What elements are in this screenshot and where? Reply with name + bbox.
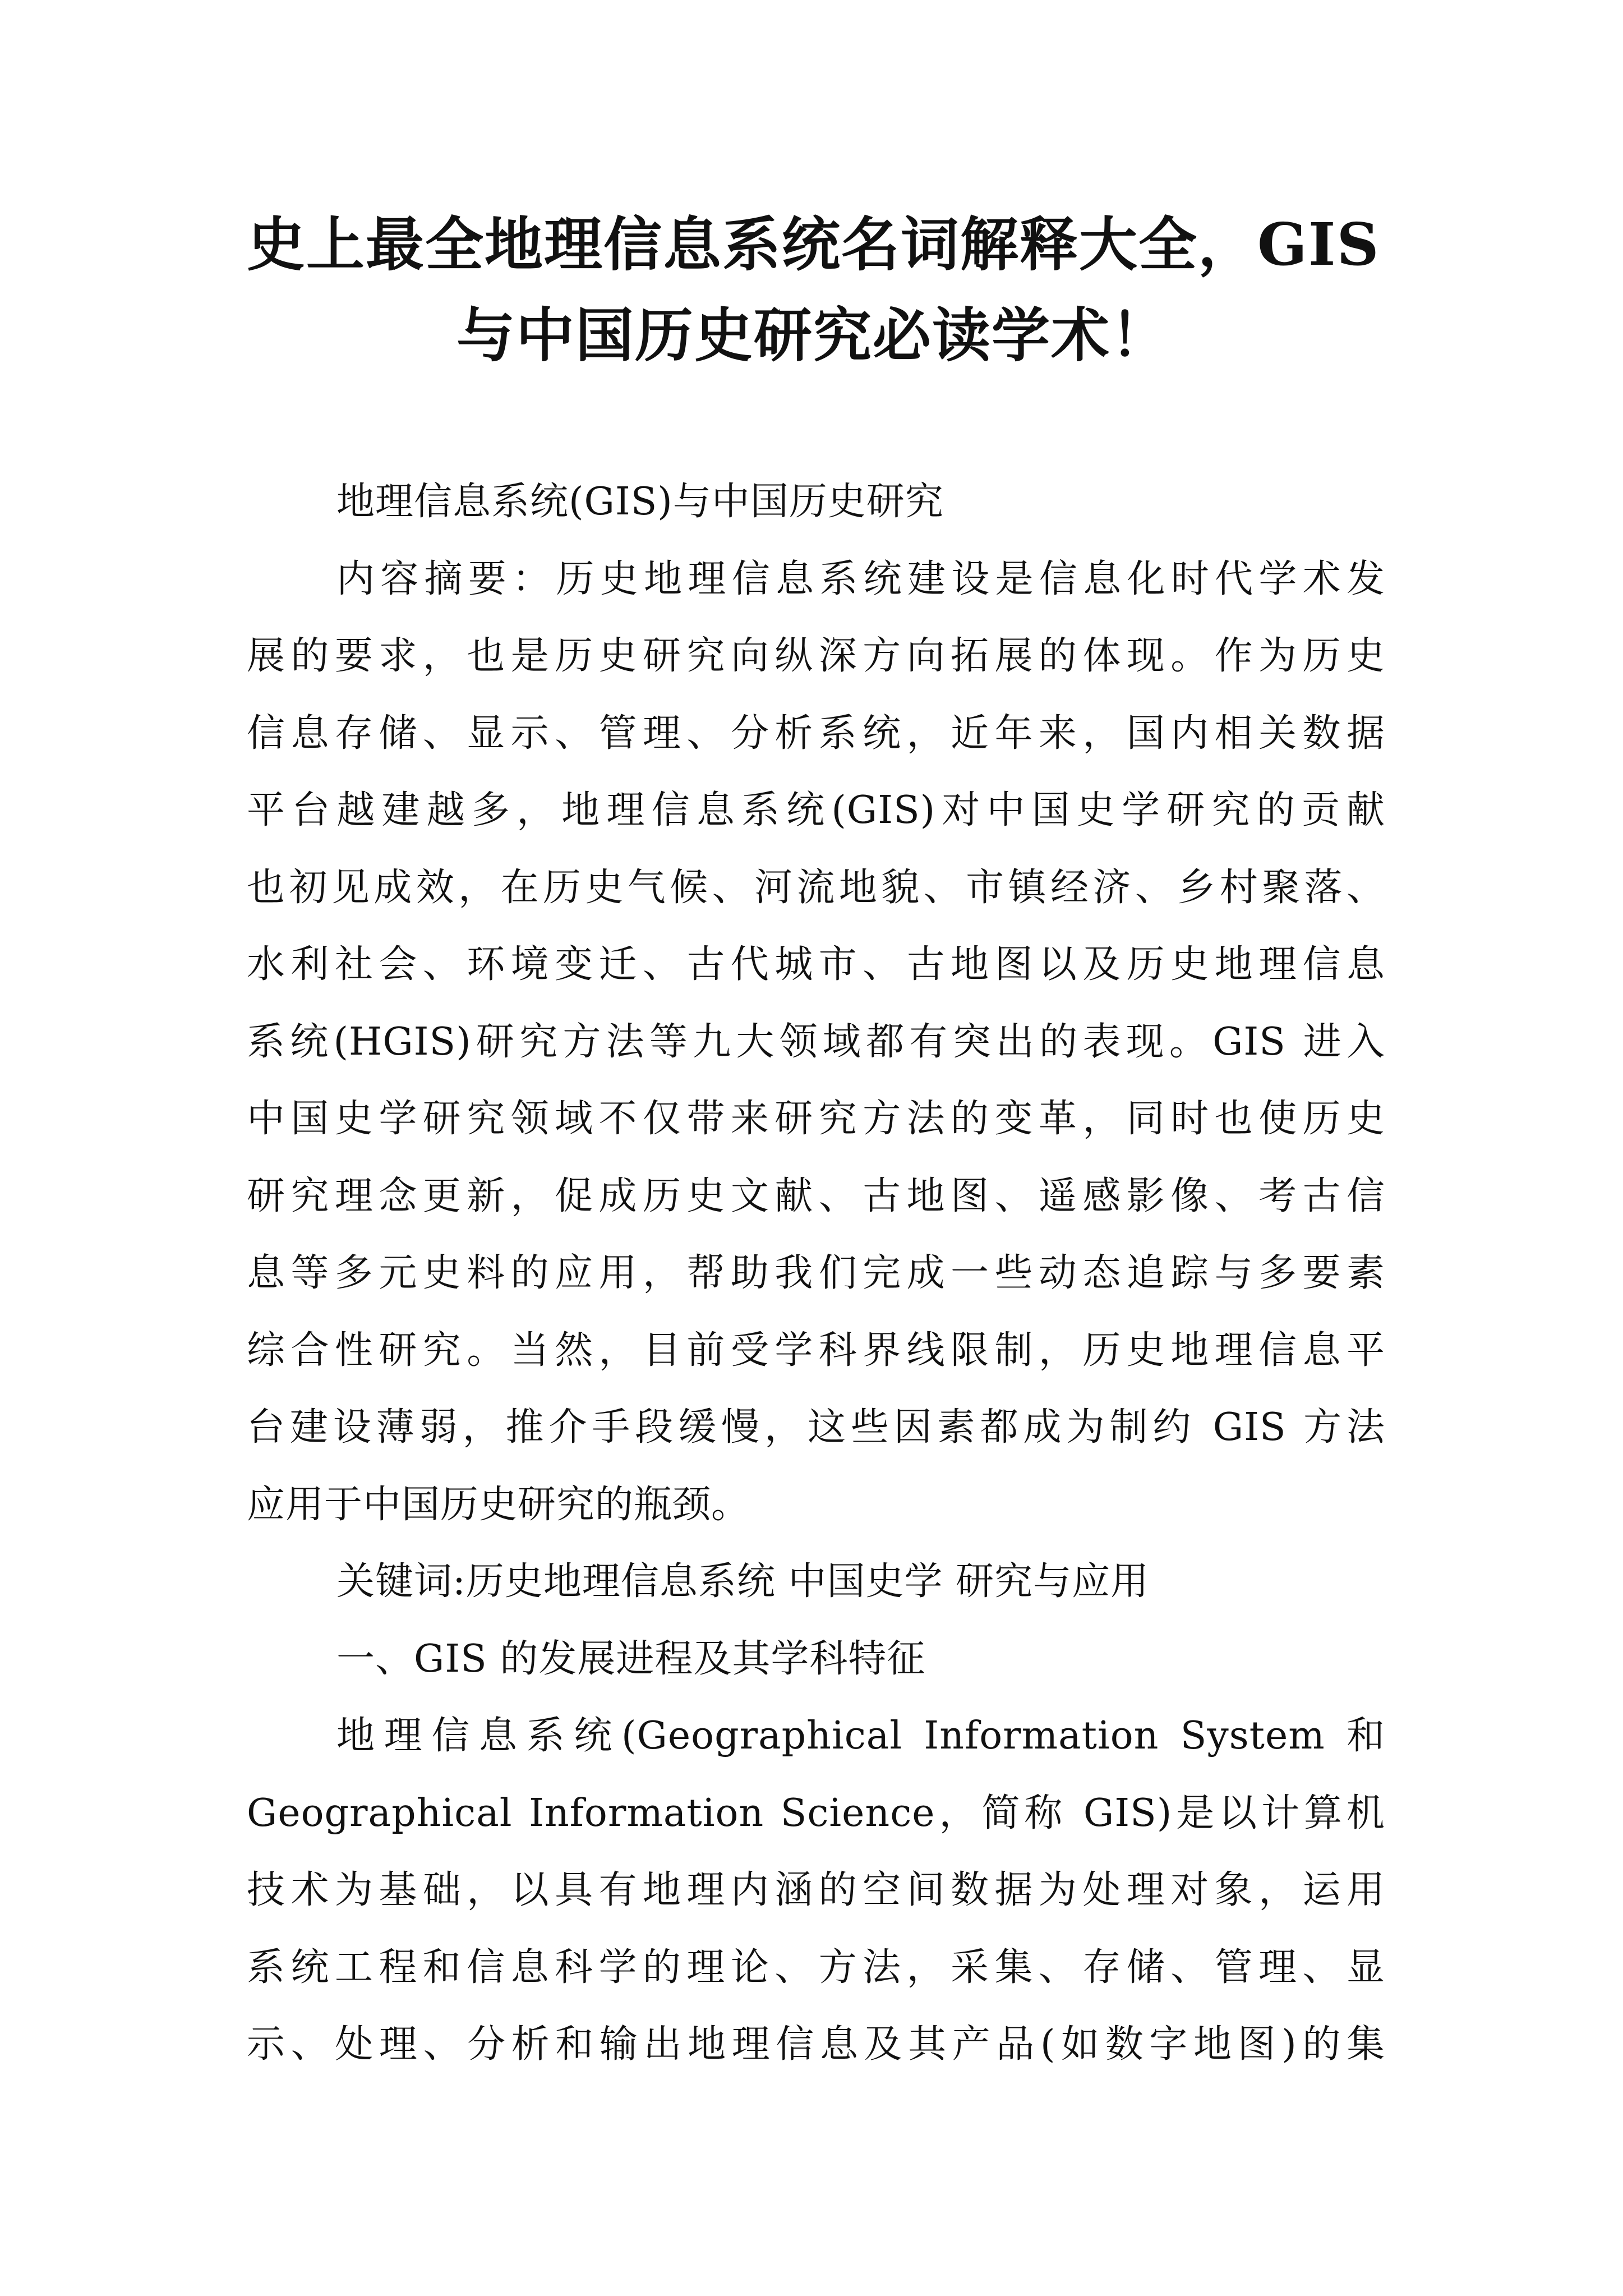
abstract-line: 研究理念更新，促成历史文献、古地图、遥感影像、考古信 xyxy=(247,1174,1385,1218)
section-line: 示、处理、分析和输出地理信息及其产品(如数字地图)的集 xyxy=(247,2022,1385,2067)
abstract-line: 水利社会、环境变迁、古代城市、古地图以及历史地理信息 xyxy=(247,942,1385,987)
document-title xyxy=(247,199,1380,381)
abstract-line: 展的要求，也是历史研究向纵深方向拓展的体现。作为历史 xyxy=(247,634,1385,678)
abstract-line: 息等多元史料的应用，帮助我们完成一些动态追踪与多要素 xyxy=(247,1251,1385,1295)
abstract-line: 应用于中国历史研究的瓶颈。 xyxy=(247,1482,750,1527)
section-line: 地理信息系统(Geographical Information System 和 xyxy=(336,1714,1385,1758)
section-line: 系统工程和信息科学的理论、方法，采集、存储、管理、显 xyxy=(247,1945,1385,1990)
section-heading: 一、GIS 的发展进程及其学科特征 xyxy=(336,1636,926,1681)
title-line: 与中国历史研究必读学术！ xyxy=(456,301,1170,370)
keywords: 关键词:历史地理信息系统 中国史学 研究与应用 xyxy=(336,1559,1150,1604)
section-line: 技术为基础，以具有地理内涵的空间数据为处理对象，运用 xyxy=(247,1868,1385,1912)
section-line: Geographical Information Science，简称 GIS)是以计算机 xyxy=(247,1791,1385,1835)
abstract-line: 台建设薄弱，推介手段缓慢，这些因素都成为制约 GIS 方法 xyxy=(247,1405,1385,1450)
subtitle: 地理信息系统(GIS)与中国历史研究 xyxy=(336,480,944,524)
abstract-line: 综合性研究。当然，目前受学科界线限制，历史地理信息平 xyxy=(247,1328,1385,1373)
abstract-line: 也初见成效，在历史气候、河流地貌、市镇经济、乡村聚落、 xyxy=(247,865,1385,910)
abstract-line: 信息存储、显示、管理、分析系统，近年来，国内相关数据 xyxy=(247,711,1385,756)
document-body xyxy=(247,463,1385,2083)
abstract-line: 中国史学研究领域不仅带来研究方法的变革，同时也使历史 xyxy=(247,1097,1385,1141)
abstract-line: 平台越建越多，地理信息系统(GIS)对中国史学研究的贡献 xyxy=(247,788,1385,832)
abstract-line: 系统(HGIS)研究方法等九大领域都有突出的表现。GIS 进入 xyxy=(247,1019,1385,1064)
abstract-line: 内容摘要：历史地理信息系统建设是信息化时代学术发 xyxy=(336,556,1385,601)
title-line: 史上最全地理信息系统名词解释大全，GIS xyxy=(247,210,1380,279)
